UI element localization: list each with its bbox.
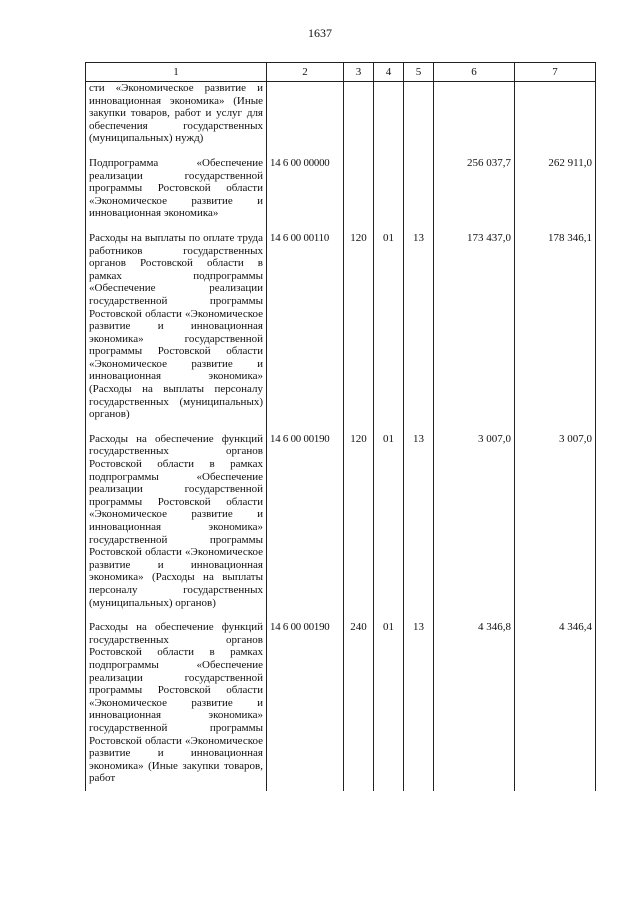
row-subsection: 13	[404, 621, 434, 791]
row-expense-type: 120	[344, 433, 374, 621]
row-section	[374, 157, 404, 232]
row-target-code: 14 6 00 00110	[267, 232, 344, 433]
row-amount-col7: 4 346,4	[515, 621, 596, 791]
row-section: 01	[374, 232, 404, 433]
row-subsection: 13	[404, 433, 434, 621]
header-col-6: 6	[434, 63, 515, 82]
page-number: 1637	[308, 26, 332, 40]
row-amount-col6: 256 037,7	[434, 157, 515, 232]
row-subsection	[404, 82, 434, 157]
row-description: Расходы на обеспечение функций государственных органов Ростовской области в рамках подпрограммы «Обеспечение реализации государственной программы Ростовской области «Экономическое развитие и инновационная экономика» государственной программы Ростовской области «Экономическое развитие и инновационная экономика» (Расходы на выплаты персоналу государственных (муниципальных) органов)	[86, 433, 267, 621]
row-description: Расходы на обеспечение функций государственных органов Ростовской области в рамках подпрограммы «Обеспечение реализации государственной программы Ростовской области «Экономическое развитие и инновационная экономика» государственной программы Ростовской области «Экономическое развитие и инновационная экономика» (Иные закупки товаров, работ	[86, 621, 267, 791]
table-row	[86, 157, 596, 232]
row-subsection: 13	[404, 232, 434, 433]
row-target-code	[267, 82, 344, 157]
header-col-5: 5	[404, 63, 434, 82]
table-row	[86, 82, 596, 157]
row-section: 01	[374, 433, 404, 621]
row-expense-type: 240	[344, 621, 374, 791]
row-expense-type	[344, 157, 374, 232]
header-col-3: 3	[344, 63, 374, 82]
row-description: сти «Экономическое развитие и инновационная экономика» (Иные закупки товаров, работ и услуг для обеспечения государственных (муниципальных) нужд)	[86, 82, 267, 157]
row-amount-col7: 178 346,1	[515, 232, 596, 433]
row-target-code: 14 6 00 00190	[267, 621, 344, 791]
row-amount-col6: 4 346,8	[434, 621, 515, 791]
row-description: Подпрограмма «Обеспечение реализации государственной программы Ростовской области «Экономическое развитие и инновационная экономика»	[86, 157, 267, 232]
row-amount-col7: 262 911,0	[515, 157, 596, 232]
row-expense-type	[344, 82, 374, 157]
row-amount-col6: 3 007,0	[434, 433, 515, 621]
row-amount-col6: 173 437,0	[434, 232, 515, 433]
row-target-code: 14 6 00 00190	[267, 433, 344, 621]
table-row	[86, 621, 596, 791]
row-amount-col6	[434, 82, 515, 157]
header-col-4: 4	[374, 63, 404, 82]
header-col-1: 1	[86, 63, 267, 82]
row-expense-type: 120	[344, 232, 374, 433]
row-target-code: 14 6 00 00000	[267, 157, 344, 232]
row-subsection	[404, 157, 434, 232]
row-amount-col7: 3 007,0	[515, 433, 596, 621]
table-row	[86, 232, 596, 433]
table-row	[86, 433, 596, 621]
budget-table	[85, 62, 596, 791]
row-section: 01	[374, 621, 404, 791]
table-header-row	[86, 63, 596, 82]
row-section	[374, 82, 404, 157]
row-amount-col7	[515, 82, 596, 157]
header-col-2: 2	[267, 63, 344, 82]
header-col-7: 7	[515, 63, 596, 82]
row-description: Расходы на выплаты по оплате труда работников государственных органов Ростовской области в рамках подпрограммы «Обеспечение реализации государственной программы Ростовской области «Экономическое развитие и инновационная экономика» государственной программы Ростовской области «Экономическое развитие и инновационная экономика» (Расходы на выплаты персоналу государственных (муниципальных) органов)	[86, 232, 267, 433]
